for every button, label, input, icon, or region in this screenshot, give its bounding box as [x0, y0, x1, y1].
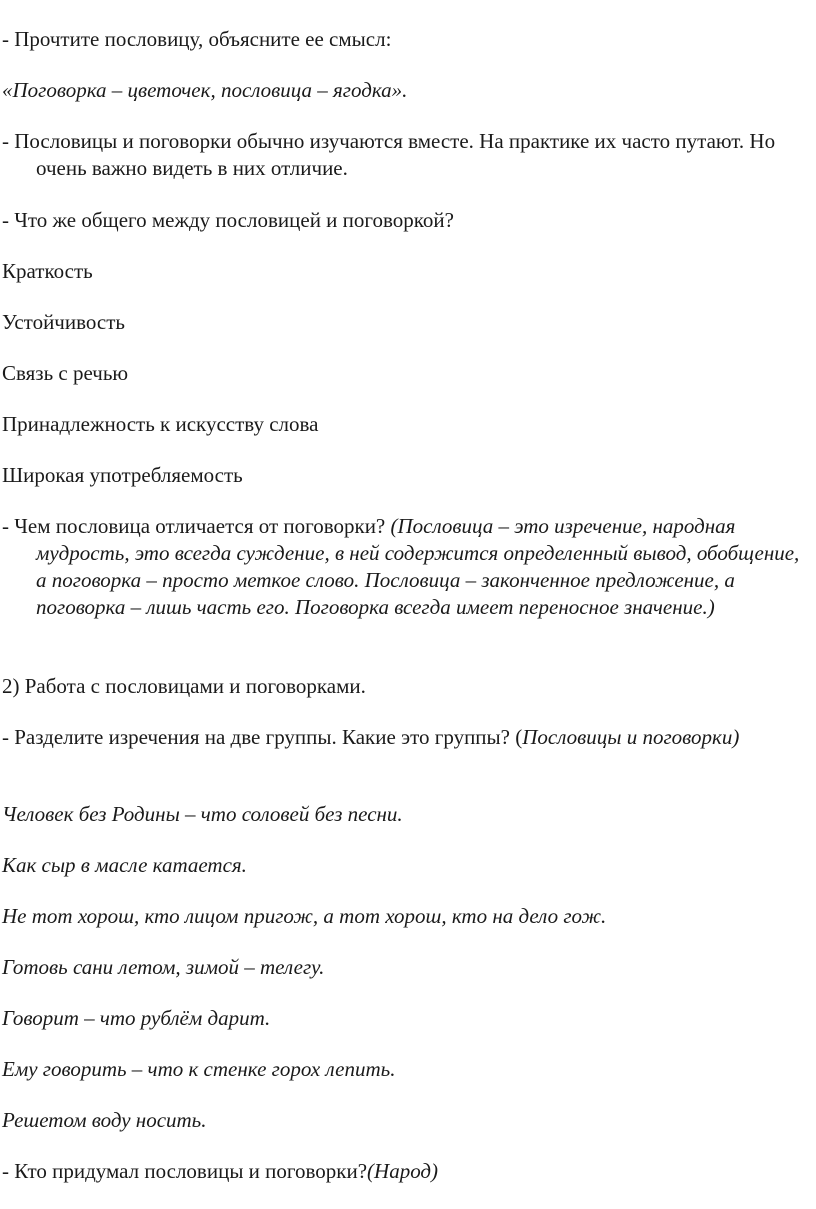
question-common: - Что же общего между пословицей и поговоркой? [2, 208, 454, 232]
question-difference [2, 513, 812, 621]
answer-groups: Пословицы и поговорки) [522, 725, 740, 749]
question-groups [2, 724, 812, 751]
trait-item-2: Устойчивость [2, 310, 125, 334]
trait-item-1: Краткость [2, 259, 93, 283]
question-author-text: - Кто придумал пословицы и поговорки? [2, 1159, 368, 1183]
saying-2: Как сыр в масле катается. [2, 853, 247, 877]
saying-3: Не тот хорош, кто лицом пригож, а тот хорош, кто на дело гож. [2, 904, 607, 928]
epigraph: «Поговорка – цветочек, пословица – ягодка». [2, 78, 408, 102]
trait-item-4: Принадлежность к искусству слова [2, 412, 319, 436]
section-2-heading: 2) Работа с пословицами и поговорками. [2, 674, 366, 698]
saying-6: Ему говорить – что к стенке горох лепить. [2, 1057, 396, 1081]
trait-item-5: Широкая употребляемость [2, 463, 243, 487]
question-author [2, 1158, 812, 1185]
task-read: - Прочтите пословицу, объясните ее смысл: [2, 27, 392, 51]
saying-4: Готовь сани летом, зимой – телегу. [2, 955, 325, 979]
answer-author: (Народ) [367, 1159, 439, 1183]
question-difference-text: - Чем пословица отличается от поговорки? [2, 514, 386, 538]
answer-difference: (Пословица – это изречение, народная мудрость, это всегда суждение, в ней содержится определенный вывод, обобщение, а поговорка – просто меткое слово. Пословица – законченное предложение, а поговорка – лишь часть его. Поговорка всегда имеет переносное значение.) [36, 514, 800, 619]
intro-paragraph: - Пословицы и поговорки обычно изучаются вместе. На практике их часто путают. Но очень важно видеть в них отличие. [2, 129, 776, 180]
saying-5: Говорит – что рублём дарит. [2, 1006, 271, 1030]
question-groups-text: - Разделите изречения на две группы. Какие это группы? ( [2, 725, 523, 749]
trait-item-3: Связь с речью [2, 361, 129, 385]
saying-1: Человек без Родины – что соловей без песни. [2, 802, 403, 826]
saying-7: Решетом воду носить. [2, 1108, 207, 1132]
